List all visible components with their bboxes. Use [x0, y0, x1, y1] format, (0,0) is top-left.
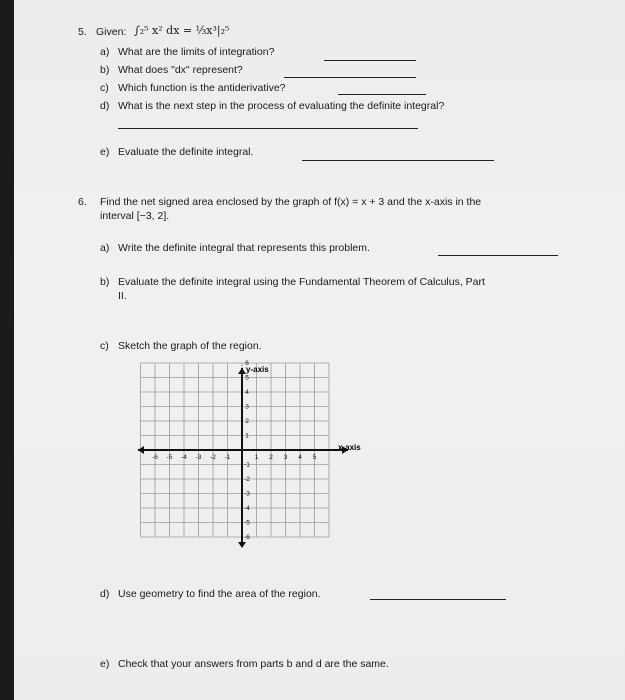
x-tick-label: -1: [224, 454, 231, 461]
q5e-text: Evaluate the definite integral.: [118, 146, 254, 158]
q5e-letter: e): [100, 146, 110, 158]
x-tick-label: 1: [254, 454, 259, 461]
q6a-letter: a): [100, 242, 110, 254]
q6b-text-line2: II.: [118, 290, 127, 302]
q5-number: 5.: [78, 26, 87, 38]
q6d-answer-line[interactable]: [370, 599, 506, 600]
y-axis-arrow-down: [238, 542, 246, 548]
q6-number: 6.: [78, 196, 87, 208]
y-tick-label: -2: [244, 476, 250, 483]
q6-stem-line1: Find the net signed area enclosed by the graph of f(x) = x + 3 and the x-axis in the: [100, 196, 482, 208]
y-axis-arrow-up: [238, 368, 246, 374]
q5e-answer-line[interactable]: [302, 160, 494, 161]
x-tick-label: 4: [298, 454, 302, 461]
y-tick-label: 4: [245, 389, 249, 396]
q6e-text: Check that your answers from parts b and d are the same.: [118, 658, 389, 670]
q5-given-label: Given:: [96, 26, 127, 38]
q5b-answer-line[interactable]: [284, 77, 416, 78]
x-tick-label: -4: [181, 454, 187, 461]
q6c-text: Sketch the graph of the region.: [118, 340, 262, 352]
y-tick-label: 6: [245, 360, 249, 367]
q6-stem-line2: interval [−3, 2].: [100, 210, 170, 222]
q6b-letter: b): [100, 276, 110, 288]
worksheet-page: [14, 0, 625, 700]
q5d-text: What is the next step in the process of evaluating the definite integral?: [118, 100, 445, 112]
y-tick-label: 2: [245, 418, 249, 425]
x-tick-label: -2: [210, 454, 216, 461]
q5a-text: What are the limits of integration?: [118, 46, 275, 58]
q6a-text: Write the definite integral that represents this problem.: [118, 242, 370, 254]
y-tick-label: -1: [244, 461, 250, 469]
x-tick-label: -5: [166, 454, 173, 461]
q6b-text-line1: Evaluate the definite integral using the Fundamental Theorem of Calculus, Part: [118, 276, 485, 288]
x-tick-label: 5: [312, 454, 317, 461]
x-tick-label: -3: [195, 454, 202, 461]
q6e-letter: e): [100, 658, 110, 670]
q5c-letter: c): [100, 82, 109, 94]
y-tick-label: 3: [245, 403, 249, 411]
y-tick-label: 1: [245, 432, 249, 440]
x-tick-label: 3: [283, 454, 288, 461]
y-tick-label: 5: [245, 374, 249, 382]
y-tick-label: -5: [244, 519, 250, 527]
q5c-answer-line[interactable]: [338, 94, 426, 95]
y-tick-label: -3: [244, 490, 250, 498]
q6c-letter: c): [100, 340, 109, 352]
q5c-text: Which function is the antiderivative?: [118, 82, 286, 94]
q5d-letter: d): [100, 100, 110, 112]
x-tick-label: 2: [269, 454, 273, 461]
x-axis-arrow-left: [138, 446, 144, 454]
q5a-answer-line[interactable]: [324, 60, 416, 61]
q5a-letter: a): [100, 46, 110, 58]
y-axis-label: y-axis: [246, 365, 269, 374]
y-tick-label: -6: [244, 534, 250, 541]
y-tick-label: -4: [244, 505, 250, 512]
q5b-letter: b): [100, 64, 110, 76]
x-axis-label: x-axis: [338, 443, 361, 452]
q6d-letter: d): [100, 588, 110, 600]
q6a-answer-line[interactable]: [438, 255, 558, 256]
q6d-text: Use geometry to find the area of the region.: [118, 588, 321, 600]
x-tick-label: -6: [152, 454, 158, 461]
q5b-text: What does "dx" represent?: [118, 64, 243, 76]
coordinate-grid[interactable]: [134, 360, 364, 556]
q5-integral: ∫₂⁵ x² dx = ⅓x³|₂⁵: [134, 24, 230, 37]
q5d-answer-line[interactable]: [118, 128, 418, 129]
